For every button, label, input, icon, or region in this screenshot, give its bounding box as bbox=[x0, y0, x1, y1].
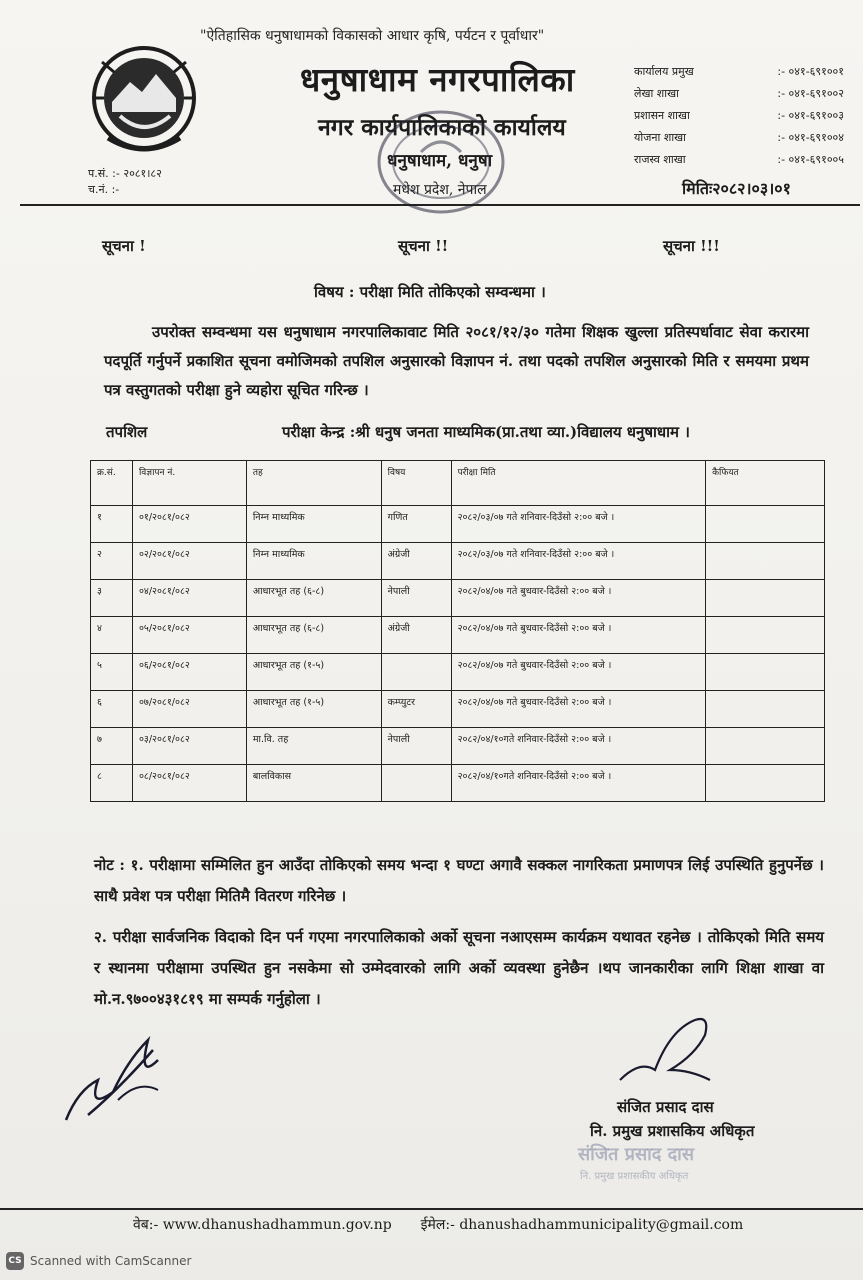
header-sn: क्र.सं. bbox=[91, 461, 133, 506]
cell-exam-date: २०८२/०४/०७ गते बुधवार-दिउँसो २:०० बजे । bbox=[451, 580, 706, 617]
phone-number: :- ०४१-६९१००२ bbox=[777, 87, 844, 100]
municipality-motto: "ऐतिहासिक धनुषाधामको विकासको आधार कृषि, पर्यटन र पूर्वाधार" bbox=[200, 28, 545, 44]
phone-directory bbox=[634, 64, 844, 174]
details-label: तपशिल bbox=[106, 423, 148, 441]
cell-sn: ८ bbox=[91, 765, 133, 802]
cell-subject: नेपाली bbox=[381, 580, 451, 617]
cell-sn: ६ bbox=[91, 691, 133, 728]
ref-chalani: च.नं. :- bbox=[88, 183, 120, 196]
name-stamp-title: नि. प्रमुख प्रशासकीय अधिकृत bbox=[580, 1171, 689, 1182]
cell-level: आधारभूत तह (६-८) bbox=[246, 580, 381, 617]
table-row bbox=[91, 617, 825, 654]
phone-label: राजस्व शाखा bbox=[634, 153, 686, 166]
cell-exam-date: २०८२/०४/१०गते शनिवार-दिउँसो २:०० बजे । bbox=[451, 765, 706, 802]
phone-row bbox=[634, 86, 844, 108]
office-location: धनुषाधाम, धनुषा bbox=[387, 151, 493, 171]
header-exam-date: परीक्षा मिति bbox=[451, 461, 706, 506]
cell-sn: १ bbox=[91, 506, 133, 543]
body-text: उपरोक्त सम्वन्धमा यस धनुषाधाम नगरपालिकावाट मिति २०८१/१२/३० गतेमा शिक्षक खुल्ला प्रतिस्पर्धावाट सेवा करारमा पदपूर्ति गर्नुपर्ने प्रकाशित सूचना वमोजिमको तपशिल अनुसारको विज्ञापन नं. तथा पदको तपशिल अनुसारको मिति र समयमा प्रथम पत्र वस्तुगतको परीक्षा हुने व्यहोरा सूचित गरिन्छ । bbox=[104, 323, 809, 399]
cell-sn: ५ bbox=[91, 654, 133, 691]
cell-sn: २ bbox=[91, 543, 133, 580]
cell-remarks bbox=[706, 617, 825, 654]
cell-exam-date: २०८२/०४/०७ गते बुधवार-दिउँसो २:०० बजे । bbox=[451, 617, 706, 654]
table-row bbox=[91, 728, 825, 765]
cell-level: निम्न माध्यमिक bbox=[246, 506, 381, 543]
cell-sn: ४ bbox=[91, 617, 133, 654]
table-row bbox=[91, 691, 825, 728]
website-link[interactable]: www.dhanushadhammun.gov.np bbox=[162, 1217, 392, 1233]
org-name: धनुषाधाम नगरपालिका bbox=[300, 60, 575, 99]
note-1: नोट : १. परीक्षामा सम्मिलित हुन आउँदा तोकिएको समय भन्दा १ घण्टा अगावै सक्कल नागरिकता प्रमाणपत्र लिई उपस्थिति हुनुपर्नेछ । साथै प्रवेश पत्र परीक्षा मितिमै वितरण गरिनेछ । bbox=[94, 856, 824, 905]
name-stamp: संजित प्रसाद दास bbox=[578, 1144, 694, 1165]
table-header-row bbox=[91, 461, 825, 506]
phone-label: प्रशासन शाखा bbox=[634, 109, 690, 122]
table-row bbox=[91, 580, 825, 617]
office-name: नगर कार्यपालिकाको कार्यालय bbox=[318, 114, 566, 141]
cell-remarks bbox=[706, 580, 825, 617]
cell-exam-date: २०८२/०४/०७ गते बुधवार-दिउँसो २:०० बजे । bbox=[451, 654, 706, 691]
cell-subject: अंग्रेजी bbox=[381, 543, 451, 580]
cell-subject: नेपाली bbox=[381, 728, 451, 765]
header-divider bbox=[20, 204, 860, 206]
cell-level: आधारभूत तह (१-५) bbox=[246, 691, 381, 728]
government-emblem-logo bbox=[82, 42, 206, 154]
cell-ad-no: ०६/२०८१/०८२ bbox=[132, 654, 246, 691]
header-ad-no: विज्ञापन नं. bbox=[132, 461, 246, 506]
cell-subject bbox=[381, 654, 451, 691]
phone-row bbox=[634, 130, 844, 152]
cell-exam-date: २०८२/०३/०७ गते शनिवार-दिउँसो २:०० बजे । bbox=[451, 506, 706, 543]
exam-center: परीक्षा केन्द्र :श्री धनुष जनता माध्यमिक(प्रा.तथा व्या.)विद्यालय धनुषाधाम । bbox=[282, 423, 690, 441]
web-label: वेब:- bbox=[133, 1217, 159, 1233]
cell-subject: गणित bbox=[381, 506, 451, 543]
cell-level: बालविकास bbox=[246, 765, 381, 802]
scanner-text: Scanned with CamScanner bbox=[30, 1254, 192, 1268]
cell-level: आधारभूत तह (६-८) bbox=[246, 617, 381, 654]
phone-number: :- ०४१-६९१००३ bbox=[777, 109, 844, 122]
notice-heading-middle: सूचना !! bbox=[398, 237, 449, 255]
table-row bbox=[91, 506, 825, 543]
cell-remarks bbox=[706, 728, 825, 765]
reference-numbers bbox=[88, 166, 162, 198]
handwritten-signature-left bbox=[58, 1020, 168, 1130]
email-label: ईमेल:- bbox=[420, 1217, 455, 1233]
cell-exam-date: २०८२/०४/०७ गते बुधवार-दिउँसो २:०० बजे । bbox=[451, 691, 706, 728]
signatory-title: नि. प्रमुख प्रशासकिय अधिकृत bbox=[590, 1122, 755, 1140]
cell-remarks bbox=[706, 691, 825, 728]
phone-number: :- ०४१-६९१००१ bbox=[777, 65, 844, 78]
cell-exam-date: २०८२/०३/०७ गते शनिवार-दिउँसो २:०० बजे । bbox=[451, 543, 706, 580]
cell-ad-no: ०४/२०८१/०८२ bbox=[132, 580, 246, 617]
cell-level: मा.वि. तह bbox=[246, 728, 381, 765]
subject-line: विषय : परीक्षा मिति तोकिएको सम्वन्धमा । bbox=[314, 283, 546, 301]
cell-subject: कम्प्युटर bbox=[381, 691, 451, 728]
cell-ad-no: ०३/२०८१/०८२ bbox=[132, 728, 246, 765]
camscanner-icon: CS bbox=[6, 1252, 24, 1270]
cell-subject bbox=[381, 765, 451, 802]
signatory-name: संजित प्रसाद दास bbox=[617, 1098, 714, 1116]
scanner-watermark bbox=[6, 1252, 191, 1270]
cell-remarks bbox=[706, 543, 825, 580]
ref-patra: प.सं. :- २०८१।८२ bbox=[88, 167, 162, 180]
letter-date: मितिः२०८२।०३।०१ bbox=[682, 179, 791, 198]
office-province: मधेश प्रदेश, नेपाल bbox=[393, 182, 487, 198]
cell-sn: ३ bbox=[91, 580, 133, 617]
table-row bbox=[91, 765, 825, 802]
cell-subject: अंग्रेजी bbox=[381, 617, 451, 654]
exam-schedule-table bbox=[90, 460, 825, 802]
footer-contact bbox=[133, 1215, 743, 1234]
phone-number: :- ०४१-६९१००५ bbox=[777, 153, 844, 166]
header-remarks: कैफियत bbox=[706, 461, 825, 506]
cell-ad-no: ०१/२०८१/०८२ bbox=[132, 506, 246, 543]
cell-level: आधारभूत तह (१-५) bbox=[246, 654, 381, 691]
email-link[interactable]: dhanushadhammunicipality@gmail.com bbox=[459, 1217, 744, 1233]
cell-sn: ७ bbox=[91, 728, 133, 765]
cell-remarks bbox=[706, 654, 825, 691]
phone-row bbox=[634, 152, 844, 174]
cell-exam-date: २०८२/०४/१०गते शनिवार-दिउँसो २:०० बजे । bbox=[451, 728, 706, 765]
header-subject: विषय bbox=[381, 461, 451, 506]
notice-heading-left: सूचना ! bbox=[102, 237, 146, 255]
note-2: २. परीक्षा सार्वजनिक विदाको दिन पर्न गएमा नगरपालिकाको अर्को सूचना नआएसम्म कार्यक्रम यथावत रहनेछ । तोकिएको मिति समय र स्थानमा परीक्षामा उपस्थित हुन नसकेमा सो उम्मेदवारको लागि अर्को व्यवस्था हुनेछैन ।थप जानकारीका लागि शिक्षा शाखा वा मो.न.९७००४३१८१९ मा सम्पर्क गर्नुहोला । bbox=[94, 928, 824, 1008]
footer-divider bbox=[0, 1208, 863, 1210]
notes-section bbox=[94, 850, 824, 1025]
cell-ad-no: ०५/२०८१/०८२ bbox=[132, 617, 246, 654]
table-row bbox=[91, 654, 825, 691]
cell-ad-no: ०२/२०८१/०८२ bbox=[132, 543, 246, 580]
notice-heading-right: सूचना !!! bbox=[663, 237, 720, 255]
cell-ad-no: ०७/२०८१/०८२ bbox=[132, 691, 246, 728]
header-level: तह bbox=[246, 461, 381, 506]
cell-level: निम्न माध्यमिक bbox=[246, 543, 381, 580]
cell-ad-no: ०८/२०८१/०८२ bbox=[132, 765, 246, 802]
body-paragraph bbox=[104, 318, 809, 405]
phone-label: लेखा शाखा bbox=[634, 87, 679, 100]
cell-remarks bbox=[706, 506, 825, 543]
phone-label: कार्यालय प्रमुख bbox=[634, 65, 694, 78]
handwritten-signature-right bbox=[600, 1010, 730, 1090]
phone-row bbox=[634, 64, 844, 86]
cell-remarks bbox=[706, 765, 825, 802]
table-row bbox=[91, 543, 825, 580]
phone-label: योजना शाखा bbox=[634, 131, 687, 144]
phone-number: :- ०४१-६९१००४ bbox=[777, 131, 844, 144]
phone-row bbox=[634, 108, 844, 130]
